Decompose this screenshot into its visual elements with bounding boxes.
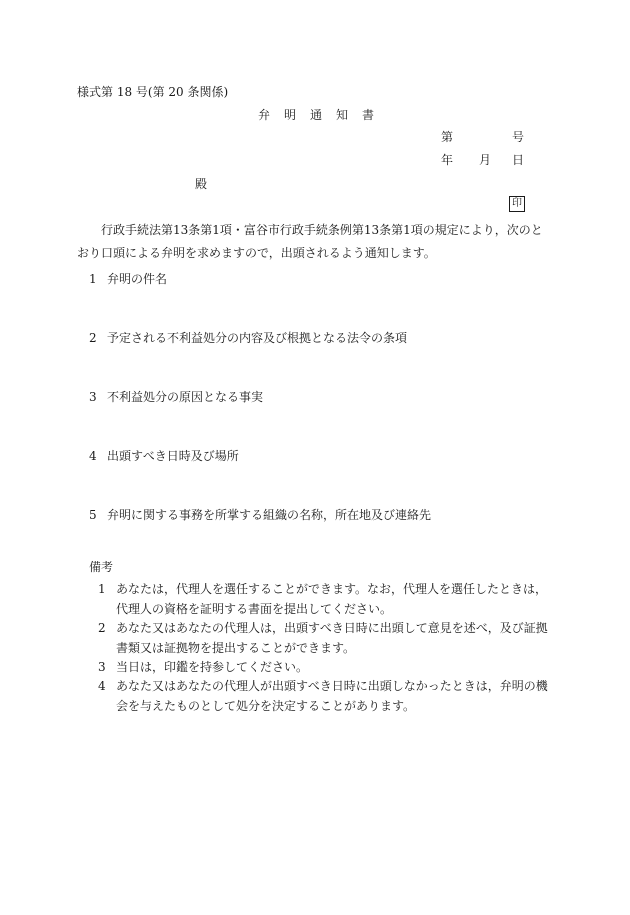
list-item [89,507,431,523]
note-item [98,618,548,658]
reference-number-prefix: 第 [441,130,454,144]
note-item [98,657,548,677]
note-number: 1 [98,582,106,596]
item-number: 4 [89,449,97,463]
item-label: 予定される不利益処分の内容及び根拠となる法令の条項 [107,331,408,345]
item-label: 不利益処分の原因となる事実 [107,390,264,404]
list-item [89,330,407,346]
notes-heading: 備考 [89,560,114,574]
item-label: 出頭すべき日時及び場所 [107,449,239,463]
list-item [89,389,263,405]
note-number: 3 [98,660,106,674]
item-number: 1 [89,272,97,286]
note-number: 4 [98,679,106,693]
item-number: 3 [89,390,97,404]
note-text: あなたは，代理人を選任することができます。なお，代理人を選任したときは，代理人の資格を証明する書面を提出してください。 [116,582,548,616]
item-label: 弁明に関する事務を所掌する組織の名称，所在地及び連絡先 [107,508,432,522]
item-number: 5 [89,508,97,522]
note-text: 当日は，印鑑を持参してください。 [116,660,309,674]
item-label: 弁明の件名 [107,272,168,286]
note-item [98,579,548,619]
item-number: 2 [89,331,97,345]
list-item [89,448,239,464]
list-item [89,271,167,287]
document-title: 弁 明 通 知 書 [258,108,376,122]
note-text: あなた又はあなたの代理人は，出頭すべき日時に出頭して意見を述べ，及び証拠書類又は証拠物を提出することができます。 [116,621,548,655]
note-text: あなた又はあなたの代理人が出頭すべき日時に出頭しなかったときは，弁明の機会を与えたものとして処分を決定することがあります。 [116,679,548,713]
note-item [98,676,548,716]
addressee-suffix: 殿 [195,177,208,191]
reference-number-suffix: 号 [512,130,525,144]
date-year-label: 年 [441,153,454,167]
date-day-label: 日 [512,153,525,167]
note-number: 2 [98,621,106,635]
date-month-label: 月 [479,153,492,167]
seal-mark: 印 [509,196,525,212]
form-number: 様式第 18 号(第 20 条関係) [77,85,229,99]
body-paragraph: 行政手続法第13条第1項・富谷市行政手続条例第13条第1項の規定により，次のとおり口頭による弁明を求めますので，出頭されるよう通知します。 [77,223,543,260]
